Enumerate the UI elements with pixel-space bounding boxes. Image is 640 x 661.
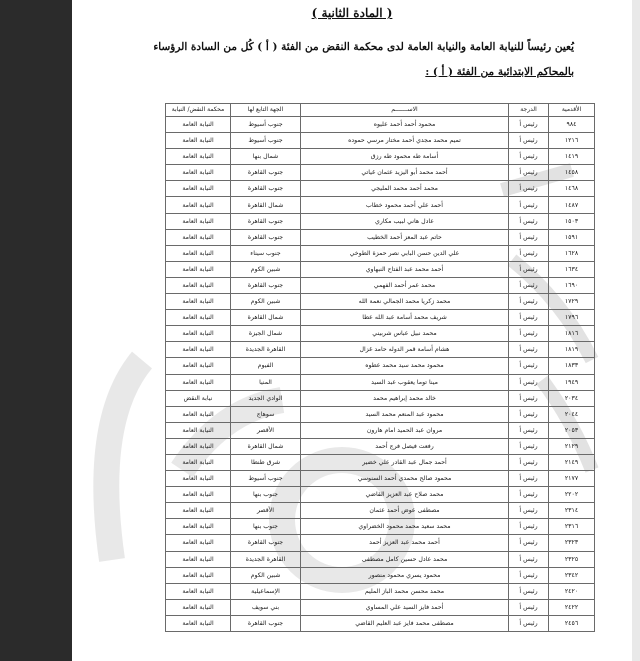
cell-rank: رئيس أ: [509, 599, 549, 615]
cell-rank: رئيس أ: [509, 390, 549, 406]
cell-rank: رئيس أ: [509, 294, 549, 310]
table-row: [166, 149, 595, 165]
table-row: [166, 326, 595, 342]
cell-destination: جنوب القاهرة: [231, 181, 301, 197]
cell-seniority: ١٧٩٦: [549, 310, 595, 326]
cell-rank: رئيس أ: [509, 165, 549, 181]
cell-name: محمد أحمد محمد المليجي: [301, 181, 509, 197]
cell-destination: جنوب القاهرة: [231, 535, 301, 551]
cell-rank: رئيس أ: [509, 245, 549, 261]
cell-court: النيابة العامة: [166, 245, 231, 261]
cell-name: محمود أحمد أحمد عليوه: [301, 117, 509, 133]
cell-court: النيابة العامة: [166, 229, 231, 245]
table-row: [166, 567, 595, 583]
cell-court: النيابة العامة: [166, 567, 231, 583]
cell-name: أحمد فايز السيد علي المساوي: [301, 599, 509, 615]
cell-rank: رئيس أ: [509, 535, 549, 551]
cell-court: النيابة العامة: [166, 503, 231, 519]
cell-seniority: ٢١٤٩: [549, 454, 595, 470]
cell-seniority: ٢٣١٦: [549, 519, 595, 535]
cell-name: خالد محمد إبراهيم محمد: [301, 390, 509, 406]
cell-rank: رئيس أ: [509, 487, 549, 503]
table-row: [166, 197, 595, 213]
cell-court: النيابة العامة: [166, 358, 231, 374]
cell-destination: شمال القاهرة: [231, 310, 301, 326]
cell-seniority: ١٨٣٣: [549, 358, 595, 374]
cell-name: محمود صالح محمدي أحمد السنوسي: [301, 471, 509, 487]
table-row: [166, 471, 595, 487]
cell-destination: شرق طنطا: [231, 454, 301, 470]
cell-name: محمد محسن محمد الباز المليم: [301, 583, 509, 599]
cell-destination: القاهرة الجديدة: [231, 551, 301, 567]
cell-destination: جنوب بنها: [231, 519, 301, 535]
cell-court: النيابة العامة: [166, 471, 231, 487]
table-row: [166, 310, 595, 326]
header-name: الاســـــــم: [301, 104, 509, 117]
cell-court: النيابة العامة: [166, 535, 231, 551]
cell-rank: رئيس أ: [509, 471, 549, 487]
cell-destination: المنيا: [231, 374, 301, 390]
table-row: [166, 487, 595, 503]
table-row: [166, 535, 595, 551]
cell-seniority: ١٩٤٩: [549, 374, 595, 390]
cell-seniority: ١٤٦٨: [549, 181, 595, 197]
table-row: [166, 599, 595, 615]
cell-destination: بني سويف: [231, 599, 301, 615]
table-row: [166, 374, 595, 390]
cell-rank: رئيس أ: [509, 261, 549, 277]
cell-court: النيابة العامة: [166, 149, 231, 165]
cell-court: نيابة النقض: [166, 390, 231, 406]
viewer-right-margin: [632, 0, 640, 661]
header-rank: الدرجة: [509, 104, 549, 117]
cell-court: النيابة العامة: [166, 326, 231, 342]
cell-seniority: ٢٣١٤: [549, 503, 595, 519]
cell-rank: رئيس أ: [509, 567, 549, 583]
cell-seniority: ٢٣٢٥: [549, 551, 595, 567]
table-row: [166, 245, 595, 261]
cell-seniority: ٢١٧٧: [549, 471, 595, 487]
cell-rank: رئيس أ: [509, 374, 549, 390]
cell-seniority: ٢١٢٩: [549, 438, 595, 454]
cell-destination: جنوب القاهرة: [231, 229, 301, 245]
cell-name: حاتم عبد المعز أحمد الخطيب: [301, 229, 509, 245]
table-row: [166, 133, 595, 149]
cell-name: مروان عبد الحميد امام هارون: [301, 422, 509, 438]
cell-name: محمد عمر أحمد الفهمي: [301, 277, 509, 293]
cell-seniority: ١٥٩١: [549, 229, 595, 245]
cell-destination: جنوب القاهرة: [231, 615, 301, 631]
cell-rank: رئيس أ: [509, 358, 549, 374]
cell-name: محمود يسري محمود منصور: [301, 567, 509, 583]
cell-name: علي الدين حسن البابي نصر حمزة الطوخي: [301, 245, 509, 261]
cell-destination: الأقصر: [231, 503, 301, 519]
cell-destination: جنوب القاهرة: [231, 165, 301, 181]
cell-court: النيابة العامة: [166, 551, 231, 567]
viewer-left-margin: [0, 0, 72, 661]
cell-name: عادل هاني لبيب مكاري: [301, 213, 509, 229]
cell-destination: شمال القاهرة: [231, 438, 301, 454]
cell-destination: شبين الكوم: [231, 261, 301, 277]
cell-seniority: ٢٤٢٢: [549, 599, 595, 615]
cell-name: محمود محمد سيد محمد عطوه: [301, 358, 509, 374]
cell-court: النيابة العامة: [166, 277, 231, 293]
cell-court: النيابة العامة: [166, 454, 231, 470]
cell-destination: جنوب القاهرة: [231, 277, 301, 293]
table-row: [166, 390, 595, 406]
cell-court: النيابة العامة: [166, 406, 231, 422]
cell-rank: رئيس أ: [509, 615, 549, 631]
cell-court: النيابة العامة: [166, 487, 231, 503]
cell-name: مصطفى محمد فايز عبد العليم القاضي: [301, 615, 509, 631]
header-destination: الجهة التابع لها: [231, 104, 301, 117]
cell-seniority: ١٤١٩: [549, 149, 595, 165]
cell-court: النيابة العامة: [166, 342, 231, 358]
cell-rank: رئيس أ: [509, 583, 549, 599]
cell-name: محمد زكريا محمد الجمالي نعمة الله: [301, 294, 509, 310]
cell-rank: رئيس أ: [509, 551, 549, 567]
cell-court: النيابة العامة: [166, 165, 231, 181]
cell-destination: الإسماعيلية: [231, 583, 301, 599]
cell-seniority: ٢٠٤٤: [549, 406, 595, 422]
cell-court: النيابة العامة: [166, 117, 231, 133]
cell-rank: رئيس أ: [509, 406, 549, 422]
table-row: [166, 342, 595, 358]
header-seniority: الأقدمية: [549, 104, 595, 117]
cell-rank: رئيس أ: [509, 197, 549, 213]
cell-court: النيابة العامة: [166, 422, 231, 438]
cell-seniority: ١٨١٩: [549, 342, 595, 358]
cell-rank: رئيس أ: [509, 149, 549, 165]
table-row: [166, 406, 595, 422]
cell-rank: رئيس أ: [509, 326, 549, 342]
cell-name: أحمد علي أحمد محمود خطاب: [301, 197, 509, 213]
cell-name: هشام أسامة قمر الدوله حامد غزال: [301, 342, 509, 358]
cell-court: النيابة العامة: [166, 294, 231, 310]
cell-rank: رئيس أ: [509, 503, 549, 519]
header-court: محكمة النقض/ النيابة: [166, 104, 231, 117]
cell-name: أحمد محمد عبد الفتاح النبهاوي: [301, 261, 509, 277]
table-row: [166, 551, 595, 567]
cell-rank: رئيس أ: [509, 519, 549, 535]
cell-seniority: ٢٤٥٦: [549, 615, 595, 631]
cell-destination: جنوب أسيوط: [231, 133, 301, 149]
cell-name: محمود عبد المنعم محمد السيد: [301, 406, 509, 422]
cell-name: أحمد جمال عبد القادر علي خضير: [301, 454, 509, 470]
cell-destination: شبين الكوم: [231, 294, 301, 310]
cell-destination: القاهرة الجديدة: [231, 342, 301, 358]
intro-line-1: يُعين رئيساً للنيابة العامة والنيابة العامة لدى محكمة النقض من الفئة ( أ ) كُل من السادة الرؤساء: [153, 41, 574, 53]
cell-court: النيابة العامة: [166, 133, 231, 149]
cell-seniority: ٢٤٢٠: [549, 583, 595, 599]
cell-court: النيابة العامة: [166, 519, 231, 535]
table-row: [166, 358, 595, 374]
cell-destination: شبين الكوم: [231, 567, 301, 583]
intro-line-2: بالمحاكم الابتدائية من الفئة ( أ ) :: [425, 66, 574, 78]
cell-name: شريف محمد أسامة عبد الله عطا: [301, 310, 509, 326]
table-row: [166, 117, 595, 133]
cell-name: أحمد محمد عبد العزيز أحمد: [301, 535, 509, 551]
table-row: [166, 503, 595, 519]
cell-name: مينا توما يعقوب عبد السيد: [301, 374, 509, 390]
cell-seniority: ١٢١٦: [549, 133, 595, 149]
cell-rank: رئيس أ: [509, 454, 549, 470]
cell-rank: رئيس أ: [509, 438, 549, 454]
cell-seniority: ١٦٩٠: [549, 277, 595, 293]
cell-court: النيابة العامة: [166, 310, 231, 326]
cell-seniority: ٢٠٣٤: [549, 390, 595, 406]
table-row: [166, 165, 595, 181]
table-row: [166, 583, 595, 599]
cell-seniority: ١٤٨٧: [549, 197, 595, 213]
cell-destination: شمال القاهرة: [231, 197, 301, 213]
appointments-table: [165, 103, 595, 632]
cell-name: محمد نبيل عباس شربيني: [301, 326, 509, 342]
cell-destination: الأقصر: [231, 422, 301, 438]
cell-seniority: ١٧٢٩: [549, 294, 595, 310]
cell-destination: جنوب القاهرة: [231, 213, 301, 229]
document-page: [72, 0, 632, 661]
cell-court: النيابة العامة: [166, 583, 231, 599]
cell-rank: رئيس أ: [509, 277, 549, 293]
cell-destination: شمال الجيزة: [231, 326, 301, 342]
cell-rank: رئيس أ: [509, 213, 549, 229]
cell-destination: جنوب أسيوط: [231, 117, 301, 133]
cell-name: محمد صلاح عبد العزيز القاضي: [301, 487, 509, 503]
table-row: [166, 519, 595, 535]
cell-seniority: ٢٣٤٢: [549, 567, 595, 583]
cell-rank: رئيس أ: [509, 117, 549, 133]
table-row: [166, 181, 595, 197]
cell-rank: رئيس أ: [509, 422, 549, 438]
cell-destination: جنوب بنها: [231, 487, 301, 503]
cell-seniority: ١٦٢٨: [549, 245, 595, 261]
cell-name: أسامة طه محمود طه رزق: [301, 149, 509, 165]
table-row: [166, 294, 595, 310]
cell-name: رفعت فيصل فرج أحمد: [301, 438, 509, 454]
cell-court: النيابة العامة: [166, 615, 231, 631]
cell-court: النيابة العامة: [166, 599, 231, 615]
cell-seniority: ٢٢٠٢: [549, 487, 595, 503]
cell-name: أحمد محمد أبو اليزيد عثمان غياتي: [301, 165, 509, 181]
cell-name: مصطفى عوض أحمد عثمان: [301, 503, 509, 519]
table-row: [166, 615, 595, 631]
table-row: [166, 261, 595, 277]
cell-name: تميم محمد مجدي أحمد مختار مرسي حموده: [301, 133, 509, 149]
article-heading: ( المادة الثانية ): [311, 6, 393, 20]
cell-destination: شمال بنها: [231, 149, 301, 165]
table-row: [166, 229, 595, 245]
cell-court: النيابة العامة: [166, 438, 231, 454]
cell-destination: الفيوم: [231, 358, 301, 374]
table-header-row: [166, 104, 595, 117]
cell-name: محمد عادل حسين كامل مصطفى: [301, 551, 509, 567]
cell-destination: الوادي الجديد: [231, 390, 301, 406]
cell-seniority: ١٨١٦: [549, 326, 595, 342]
cell-seniority: ٩٨٤: [549, 117, 595, 133]
cell-seniority: ١٦٣٤: [549, 261, 595, 277]
table-row: [166, 454, 595, 470]
cell-rank: رئيس أ: [509, 229, 549, 245]
table-row: [166, 438, 595, 454]
cell-court: النيابة العامة: [166, 197, 231, 213]
cell-rank: رئيس أ: [509, 181, 549, 197]
cell-court: النيابة العامة: [166, 374, 231, 390]
cell-destination: سوهاج: [231, 406, 301, 422]
cell-seniority: ٢٣٢٣: [549, 535, 595, 551]
cell-rank: رئيس أ: [509, 310, 549, 326]
cell-court: النيابة العامة: [166, 261, 231, 277]
cell-name: محمد سعيد محمد محمود الخضراوي: [301, 519, 509, 535]
cell-destination: جنوب سيناء: [231, 245, 301, 261]
cell-seniority: ١٥٠٣: [549, 213, 595, 229]
table-row: [166, 422, 595, 438]
cell-seniority: ١٤٥٨: [549, 165, 595, 181]
cell-court: النيابة العامة: [166, 181, 231, 197]
cell-seniority: ٢٠٥٣: [549, 422, 595, 438]
cell-rank: رئيس أ: [509, 133, 549, 149]
cell-destination: جنوب أسيوط: [231, 471, 301, 487]
table-row: [166, 277, 595, 293]
cell-rank: رئيس أ: [509, 342, 549, 358]
table-row: [166, 213, 595, 229]
cell-court: النيابة العامة: [166, 213, 231, 229]
